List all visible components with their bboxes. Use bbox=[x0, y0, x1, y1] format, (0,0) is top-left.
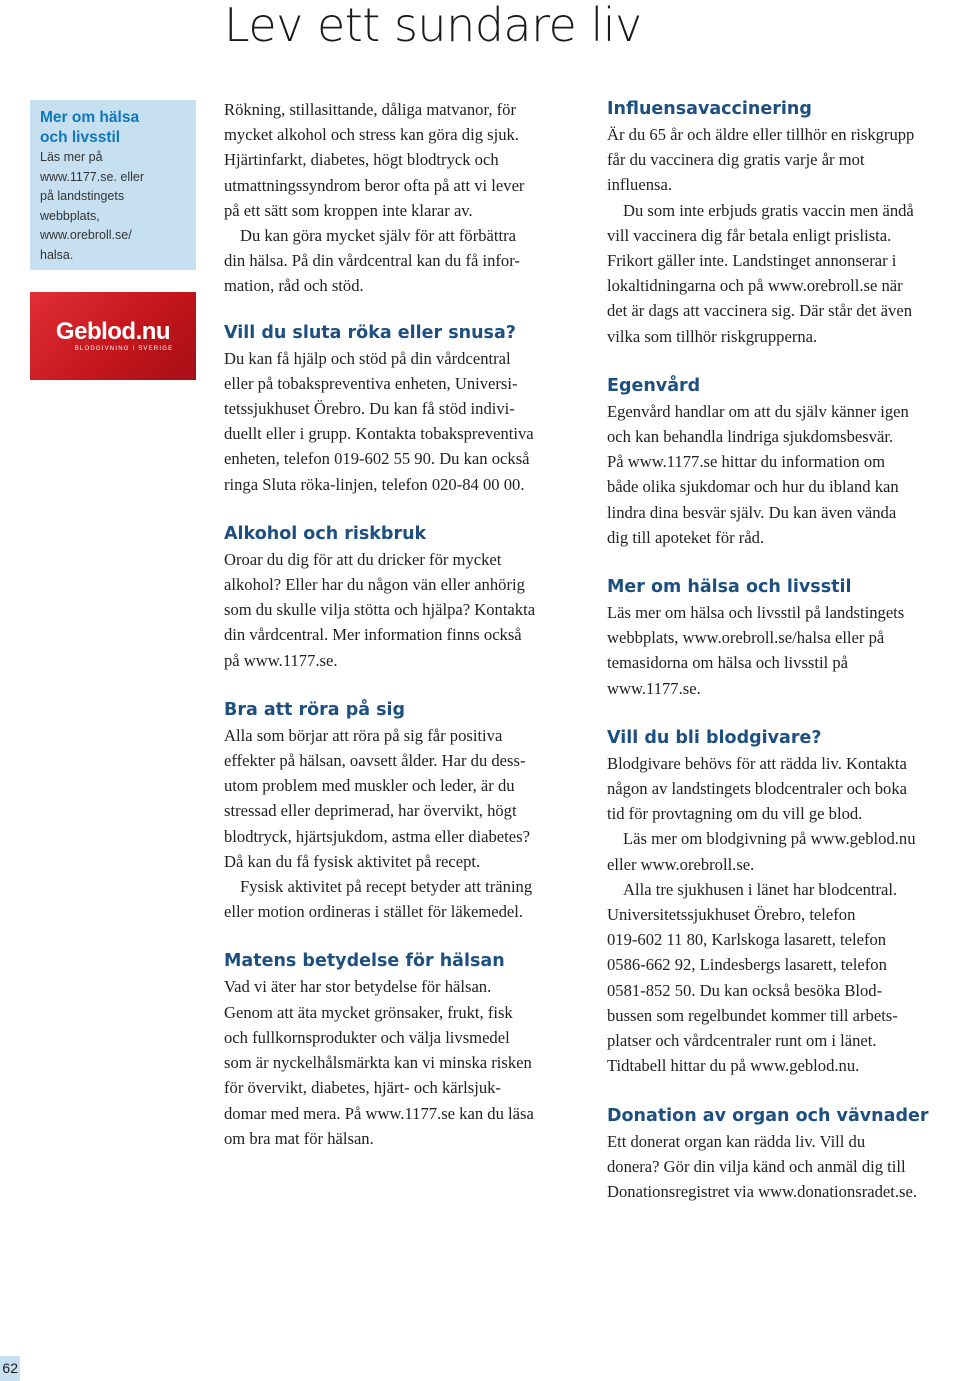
middle-column bbox=[224, 97, 584, 1151]
text-line: som är nyckelhålsmärkta kan vi minska risken bbox=[224, 1053, 532, 1073]
text-line: någon av landstingets blodcentraler och boka bbox=[607, 779, 907, 799]
text-line: enheten, telefon 019-602 55 90. Du kan också bbox=[224, 449, 530, 469]
text-line: lindra dina besvär själv. Du kan även vända bbox=[607, 502, 897, 522]
text-line: Ett donerat organ kan rädda liv. Vill du bbox=[607, 1131, 866, 1151]
text-line: Oroar du dig för att du dricker för mycket bbox=[224, 549, 502, 569]
text-line: 0586-662 92, Lindesbergs lasarett, telefon bbox=[607, 955, 887, 975]
logo-name: Geblod.nu bbox=[55, 318, 171, 345]
text-line: utom problem med muskler och leder, är du bbox=[224, 776, 515, 796]
text-line: dig till apoteket för råd. bbox=[607, 527, 765, 547]
text-line: Fysisk aktivitet på recept betyder att träning bbox=[240, 877, 533, 897]
text-line: får du vaccinera dig gratis varje år mot bbox=[607, 150, 865, 170]
text-line: Alla som börjar att röra på sig får positiva bbox=[224, 725, 503, 745]
text-line: influensa. bbox=[607, 175, 672, 195]
text-line: Alla tre sjukhusen i länet har blodcentral. bbox=[623, 879, 898, 899]
text-line: Donationsregistret via www.donationsradet.se. bbox=[607, 1181, 917, 1201]
text-line: alkohol? Eller har du någon vän eller anhörig bbox=[224, 575, 525, 595]
text-line: på ett sätt som kroppen inte klarar av. bbox=[224, 200, 473, 220]
text-line: mycket alkohol och stress kan göra dig sjuk. bbox=[224, 125, 519, 145]
text-line: Tidtabell hittar du på www.geblod.nu. bbox=[607, 1056, 860, 1076]
text-line: och fullkornsprodukter och välja livsmedel bbox=[224, 1027, 510, 1047]
more-paragraph bbox=[607, 600, 960, 701]
page-title: Lev ett sundare liv bbox=[224, 0, 642, 52]
section-heading: Donation av organ och vävnader bbox=[607, 1105, 929, 1126]
text-line: eller www.orebroll.se. bbox=[607, 854, 755, 874]
text-line: Hjärtinfarkt, diabetes, högt blodtryck och bbox=[224, 150, 499, 170]
section-heading: Vill du sluta röka eller snusa? bbox=[224, 322, 516, 343]
text-line: domar med mera. På www.1177.se kan du läsa bbox=[224, 1103, 534, 1123]
section-heading: Vill du bli blodgivare? bbox=[607, 727, 822, 748]
text-line: Du kan få hjälp och stöd på din vårdcentral bbox=[224, 348, 511, 368]
text-line: Egenvård handlar om att du själv känner igen bbox=[607, 401, 909, 421]
right-column bbox=[607, 97, 960, 1204]
text-line: tid för provtagning om du vill ge blod. bbox=[607, 804, 863, 824]
text-line: ringa Sluta röka-linjen, telefon 020-84 00 00. bbox=[224, 474, 525, 494]
selfcare-paragraph bbox=[607, 399, 960, 550]
text-line: 019-602 11 80, Karlskoga lasarett, telefon bbox=[607, 930, 887, 950]
text-line: Frikort gäller inte. Landstinget annonserar i bbox=[607, 251, 897, 271]
vaccine-paragraph bbox=[607, 122, 960, 349]
smoking-paragraph bbox=[224, 346, 584, 497]
section-heading: Bra att röra på sig bbox=[224, 699, 406, 720]
text-line: din hälsa. På din vårdcentral kan du få infor- bbox=[224, 251, 520, 271]
text-line: webbplats, www.orebroll.se/halsa eller på bbox=[607, 628, 885, 648]
text-line: och kan behandla lindriga sjukdomsbesvär. bbox=[607, 427, 894, 447]
donation-paragraph bbox=[607, 1129, 960, 1205]
sidebar-text-line: webbplats, bbox=[40, 208, 100, 223]
alcohol-paragraph bbox=[224, 547, 584, 673]
text-line: vilka som tillhör riskgrupperna. bbox=[607, 326, 818, 346]
blood-paragraph bbox=[607, 751, 960, 1079]
text-line: det är dags att vaccinera sig. Där står det även bbox=[607, 301, 912, 321]
text-line: Läs mer om blodgivning på www.geblod.nu bbox=[623, 829, 916, 849]
text-line: både olika sjukdomar och hur du ibland kan bbox=[607, 477, 899, 497]
intro-paragraph-2 bbox=[224, 223, 584, 299]
food-paragraph bbox=[224, 974, 584, 1150]
sidebar-text-line: www.1177.se. eller bbox=[40, 169, 144, 184]
text-line: stressad eller deprimerad, har övervikt, högt bbox=[224, 801, 517, 821]
text-line: din vårdcentral. Mer information finns också bbox=[224, 625, 522, 645]
text-line: mation, råd och stöd. bbox=[224, 276, 364, 296]
geblod-logo bbox=[30, 292, 196, 380]
text-line: lokaltidningarna och på www.orebroll.se när bbox=[607, 276, 903, 296]
text-line: effekter på hälsan, oavsett ålder. Har du dess- bbox=[224, 751, 526, 771]
text-line: eller på tobakspreventiva enheten, Universi- bbox=[224, 373, 518, 393]
text-line: på www.1177.se. bbox=[224, 650, 338, 670]
text-line: temasidorna om hälsa och livsstil på bbox=[607, 653, 849, 673]
exercise-paragraph bbox=[224, 723, 584, 925]
sidebar-text-line: halsa. bbox=[40, 247, 74, 262]
text-line: platser och vårdcentraler runt om i länet. bbox=[607, 1031, 877, 1051]
text-line: eller motion ordineras i stället för läkemedel. bbox=[224, 902, 524, 922]
text-line: duellt eller i grupp. Kontakta tobakspreventiva bbox=[224, 424, 534, 444]
section-heading: Egenvård bbox=[607, 375, 701, 396]
intro-paragraph bbox=[224, 97, 584, 223]
text-line: Universitetssjukhuset Örebro, telefon bbox=[607, 905, 856, 925]
section-heading: Influensavaccinering bbox=[607, 99, 812, 119]
sidebar-info-box bbox=[30, 100, 196, 270]
text-line: Är du 65 år och äldre eller tillhör en riskgrupp bbox=[607, 125, 915, 144]
text-line: 0581-852 50. Du kan också besöka Blod- bbox=[607, 980, 883, 1000]
text-line: utmattningssyndrom beror ofta på att vi lever bbox=[224, 175, 525, 195]
section-heading: Alkohol och riskbruk bbox=[224, 523, 427, 544]
text-line: Genom att äta mycket grönsaker, frukt, fisk bbox=[224, 1002, 513, 1022]
page-number: 62 bbox=[0, 1356, 20, 1381]
sidebar-title-line: och livsstil bbox=[40, 129, 121, 146]
section-heading: Mer om hälsa och livsstil bbox=[607, 577, 852, 598]
text-line: Blodgivare behövs för att rädda liv. Kontakta bbox=[607, 753, 907, 773]
sidebar-text-line: på landstingets bbox=[40, 189, 125, 204]
text-line: tetssjukhuset Örebro. Du kan få stöd indivi- bbox=[224, 399, 515, 419]
sidebar-text-line: www.orebroll.se/ bbox=[40, 228, 132, 243]
sidebar-text-line: Läs mer på bbox=[40, 150, 103, 164]
section-heading: Matens betydelse för hälsan bbox=[224, 951, 505, 972]
text-line: vill vaccinera dig får betala enligt prislista. bbox=[607, 225, 892, 245]
text-line: för övervikt, diabetes, hjärt- och kärlsjuk- bbox=[224, 1078, 501, 1098]
text-line: På www.1177.se hittar du information om bbox=[607, 452, 886, 472]
text-line: bussen som regelbundet kommer till arbets- bbox=[607, 1005, 898, 1025]
text-line: blodtryck, hjärtsjukdom, astma eller diabetes? bbox=[224, 826, 530, 846]
text-line: Läs mer om hälsa och livsstil på landstingets bbox=[607, 603, 905, 623]
text-line: Vad vi äter har stor betydelse för hälsan. bbox=[224, 977, 492, 997]
text-line: Du som inte erbjuds gratis vaccin men ändå bbox=[623, 200, 914, 220]
text-line: www.1177.se. bbox=[607, 678, 701, 698]
text-line: Du kan göra mycket själv för att förbättra bbox=[240, 226, 517, 246]
text-line: Rökning, stillasittande, dåliga matvanor, för bbox=[224, 100, 516, 119]
sidebar-title-line: Mer om hälsa bbox=[40, 109, 140, 126]
text-line: som du skulle vilja stötta och hjälpa? Kontakta bbox=[224, 600, 536, 620]
text-line: Då kan du få fysisk aktivitet på recept. bbox=[224, 851, 481, 871]
text-line: donera? Gör din vilja känd och anmäl dig till bbox=[607, 1156, 906, 1176]
text-line: om bra mat för hälsan. bbox=[224, 1128, 374, 1148]
logo-tagline: BLODGIVNING I SVERIGE bbox=[74, 346, 174, 352]
